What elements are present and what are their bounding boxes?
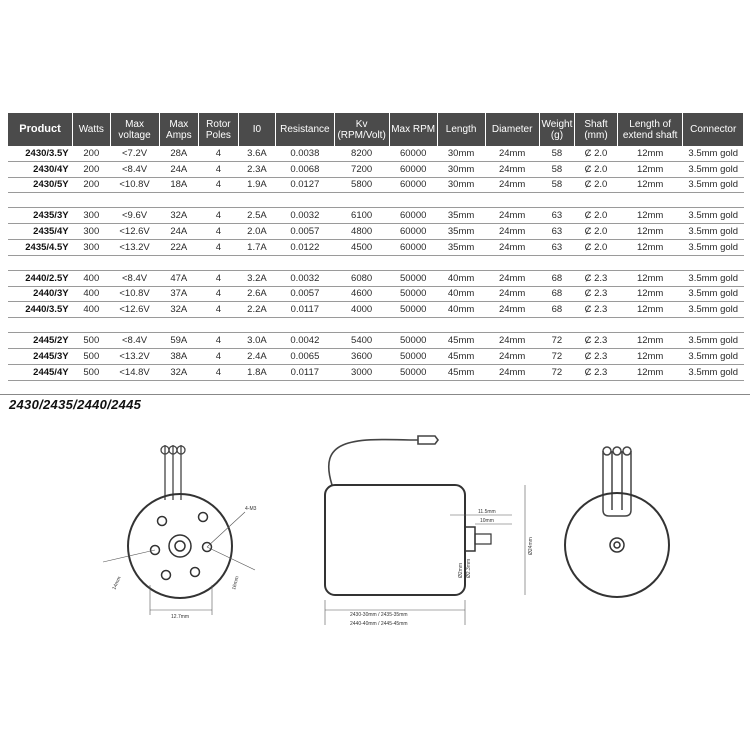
rear-hub-outer	[610, 538, 624, 552]
table-cell: Ȼ 2.0	[575, 146, 618, 161]
table-cell: 0.0117	[276, 364, 334, 380]
table-cell: 2.0A	[238, 224, 276, 240]
table-cell: 3.5mm gold	[683, 364, 744, 380]
product-cell: 2430/3.5Y	[8, 146, 73, 161]
table-cell: 200	[73, 146, 111, 161]
table-cell: 4	[199, 224, 239, 240]
column-header: Weight (g)	[539, 113, 574, 146]
table-cell: 3.5mm gold	[683, 270, 744, 286]
table-cell: 4	[199, 239, 239, 255]
column-header: Length of extend shaft	[617, 113, 683, 146]
table-cell: 3.6A	[238, 146, 276, 161]
table-cell: <10.8V	[110, 286, 159, 302]
table-cell: 3.5mm gold	[683, 224, 744, 240]
table-row	[8, 146, 744, 161]
column-header: I0	[238, 113, 276, 146]
side-wire	[329, 440, 418, 485]
table-cell: <8.4V	[110, 270, 159, 286]
table-cell: 58	[539, 177, 574, 193]
table-cell: 3000	[334, 364, 389, 380]
table-cell: 72	[539, 348, 574, 364]
table-cell: 45mm	[437, 364, 485, 380]
side-label-shaft-b: Ø2.3mm	[466, 558, 472, 578]
table-cell: 500	[73, 348, 111, 364]
table-cell: 2.6A	[238, 286, 276, 302]
front-hole-5	[162, 571, 171, 580]
side-label-len-a: 2430-30mm / 2435-35mm	[350, 612, 408, 618]
table-cell: 38A	[159, 348, 199, 364]
table-cell: 1.8A	[238, 364, 276, 380]
table-cell: 12mm	[617, 333, 683, 349]
table-cell: 200	[73, 177, 111, 193]
side-label-115: 11.5mm	[478, 509, 496, 515]
table-cell: Ȼ 2.0	[575, 161, 618, 177]
rear-wire-bundle	[603, 451, 631, 516]
table-cell: 45mm	[437, 348, 485, 364]
front-dim-127-line	[150, 585, 212, 615]
table-cell: 2.2A	[238, 302, 276, 318]
table-cell: 24mm	[485, 239, 539, 255]
product-cell: 2435/4.5Y	[8, 239, 73, 255]
table-cell: 3.5mm gold	[683, 302, 744, 318]
group-spacer-row	[8, 318, 744, 333]
table-cell: 12mm	[617, 224, 683, 240]
table-cell: 4000	[334, 302, 389, 318]
product-cell: 2435/4Y	[8, 224, 73, 240]
table-cell: Ȼ 2.0	[575, 224, 618, 240]
product-cell: 2430/5Y	[8, 177, 73, 193]
table-row	[8, 364, 744, 380]
table-cell: 68	[539, 270, 574, 286]
table-cell: 200	[73, 161, 111, 177]
table-cell: 4	[199, 208, 239, 224]
product-cell: 2445/3Y	[8, 348, 73, 364]
table-cell: 4500	[334, 239, 389, 255]
table-cell: 35mm	[437, 224, 485, 240]
table-cell: 45mm	[437, 333, 485, 349]
front-hole-2	[199, 513, 208, 522]
table-cell: Ȼ 2.0	[575, 239, 618, 255]
drawings-title: 2430/2435/2440/2445	[9, 397, 142, 412]
table-cell: 4	[199, 177, 239, 193]
table-cell: 4	[199, 364, 239, 380]
table-cell: 24mm	[485, 333, 539, 349]
front-label-16: 16mm	[231, 575, 241, 591]
group-spacer-cell	[8, 193, 744, 208]
front-hole-6	[191, 568, 200, 577]
table-cell: 47A	[159, 270, 199, 286]
table-cell: 22A	[159, 239, 199, 255]
table-cell: 8200	[334, 146, 389, 161]
table-cell: 30mm	[437, 161, 485, 177]
table-cell: 24mm	[485, 270, 539, 286]
table-cell: 28A	[159, 146, 199, 161]
table-cell: 24mm	[485, 161, 539, 177]
table-cell: 68	[539, 302, 574, 318]
table-cell: 72	[539, 364, 574, 380]
table-cell: 60000	[389, 208, 437, 224]
table-cell: 24mm	[485, 348, 539, 364]
table-cell: 50000	[389, 348, 437, 364]
table-cell: 12mm	[617, 302, 683, 318]
table-cell: 0.0127	[276, 177, 334, 193]
table-cell: Ȼ 2.3	[575, 302, 618, 318]
table-cell: <7.2V	[110, 146, 159, 161]
column-header: Resistance	[276, 113, 334, 146]
table-cell: 12mm	[617, 177, 683, 193]
front-label-14: 14mm	[111, 575, 123, 591]
table-row	[8, 177, 744, 193]
table-cell: 3.5mm gold	[683, 333, 744, 349]
table-cell: 24mm	[485, 146, 539, 161]
table-cell: 4	[199, 146, 239, 161]
table-cell: 30mm	[437, 177, 485, 193]
table-cell: 12mm	[617, 270, 683, 286]
table-cell: 58	[539, 146, 574, 161]
table-cell: 4	[199, 348, 239, 364]
table-cell: 12mm	[617, 161, 683, 177]
table-cell: 0.0117	[276, 302, 334, 318]
table-cell: 50000	[389, 302, 437, 318]
table-cell: <14.8V	[110, 364, 159, 380]
group-spacer-cell	[8, 255, 744, 270]
table-cell: Ȼ 2.3	[575, 348, 618, 364]
rear-wire-inner	[612, 451, 622, 510]
table-cell: 4	[199, 286, 239, 302]
product-cell: 2445/2Y	[8, 333, 73, 349]
table-cell: Ȼ 2.0	[575, 208, 618, 224]
table-cell: 3.5mm gold	[683, 239, 744, 255]
table-cell: Ȼ 2.3	[575, 333, 618, 349]
front-housing-circle	[128, 494, 232, 598]
table-cell: 0.0122	[276, 239, 334, 255]
table-row	[8, 239, 744, 255]
table-row	[8, 161, 744, 177]
table-row	[8, 348, 744, 364]
table-cell: 0.0032	[276, 270, 334, 286]
table-cell: 24mm	[485, 224, 539, 240]
table-row	[8, 208, 744, 224]
front-label-screw: 4-M3	[245, 506, 257, 512]
table-cell: 4	[199, 302, 239, 318]
table-cell: 2.4A	[238, 348, 276, 364]
table-cell: 6100	[334, 208, 389, 224]
table-cell: 63	[539, 224, 574, 240]
table-cell: 72	[539, 333, 574, 349]
table-cell: 60000	[389, 161, 437, 177]
front-hub-inner	[175, 541, 185, 551]
table-cell: 3.5mm gold	[683, 146, 744, 161]
group-spacer-row	[8, 255, 744, 270]
product-cell: 2440/3.5Y	[8, 302, 73, 318]
table-cell: 24mm	[485, 302, 539, 318]
table-cell: <12.6V	[110, 302, 159, 318]
table-cell: 24mm	[485, 208, 539, 224]
table-cell: <13.2V	[110, 348, 159, 364]
column-header: Kv (RPM/Volt)	[334, 113, 389, 146]
front-leader-screw	[207, 512, 245, 547]
table-cell: 60000	[389, 224, 437, 240]
table-cell: 1.9A	[238, 177, 276, 193]
table-cell: 500	[73, 364, 111, 380]
table-cell: <13.2V	[110, 239, 159, 255]
table-cell: <8.4V	[110, 333, 159, 349]
table-cell: 300	[73, 208, 111, 224]
table-row	[8, 270, 744, 286]
column-header: Max Amps	[159, 113, 199, 146]
side-label-shaft-a: Ø2mm	[458, 563, 464, 578]
table-cell: 68	[539, 286, 574, 302]
table-cell: 0.0057	[276, 286, 334, 302]
table-cell: 500	[73, 333, 111, 349]
table-cell: Ȼ 2.0	[575, 177, 618, 193]
table-cell: 12mm	[617, 208, 683, 224]
table-row	[8, 302, 744, 318]
table-cell: Ȼ 2.3	[575, 364, 618, 380]
column-header: Diameter	[485, 113, 539, 146]
table-cell: 400	[73, 286, 111, 302]
column-header: Connector	[683, 113, 744, 146]
table-cell: 2.5A	[238, 208, 276, 224]
table-cell: 3.0A	[238, 333, 276, 349]
table-cell: 3.5mm gold	[683, 348, 744, 364]
side-label-dia: Ø24mm	[528, 537, 534, 555]
table-cell: 0.0057	[276, 224, 334, 240]
product-cell: 2440/3Y	[8, 286, 73, 302]
table-cell: 60000	[389, 239, 437, 255]
rear-view-drawing	[555, 430, 695, 610]
table-cell: 12mm	[617, 239, 683, 255]
table-cell: 40mm	[437, 302, 485, 318]
rear-housing-circle	[565, 493, 669, 597]
table-cell: 5400	[334, 333, 389, 349]
rear-wire-end-1	[603, 447, 611, 455]
table-cell: 3.5mm gold	[683, 161, 744, 177]
table-cell: 35mm	[437, 208, 485, 224]
rear-wire-end-3	[623, 447, 631, 455]
table-cell: 0.0065	[276, 348, 334, 364]
side-label-10: 10mm	[480, 518, 494, 524]
table-cell: 4600	[334, 286, 389, 302]
side-shaft	[475, 534, 491, 544]
group-spacer-cell	[8, 318, 744, 333]
table-row	[8, 224, 744, 240]
side-view-drawing	[290, 430, 550, 640]
table-cell: 24mm	[485, 286, 539, 302]
side-motor-body	[325, 485, 465, 595]
table-cell: 60000	[389, 146, 437, 161]
table-cell: <9.6V	[110, 208, 159, 224]
table-cell: 32A	[159, 208, 199, 224]
column-header: Rotor Poles	[199, 113, 239, 146]
product-cell: 2435/3Y	[8, 208, 73, 224]
table-cell: 7200	[334, 161, 389, 177]
side-label-len-b: 2440-40mm / 2445-45mm	[350, 621, 408, 627]
column-header: Shaft (mm)	[575, 113, 618, 146]
table-cell: 24mm	[485, 177, 539, 193]
table-cell: 37A	[159, 286, 199, 302]
table-cell: 18A	[159, 177, 199, 193]
table-cell: 1.7A	[238, 239, 276, 255]
table-cell: 3600	[334, 348, 389, 364]
front-label-127: 12.7mm	[171, 614, 190, 620]
column-header: Max voltage	[110, 113, 159, 146]
table-cell: 0.0032	[276, 208, 334, 224]
front-view-drawing	[95, 430, 285, 630]
table-cell: 32A	[159, 364, 199, 380]
table-cell: <8.4V	[110, 161, 159, 177]
section-divider	[0, 394, 750, 395]
side-shaft-flange	[465, 527, 475, 551]
table-cell: 3.5mm gold	[683, 208, 744, 224]
product-cell: 2445/4Y	[8, 364, 73, 380]
table-cell: 32A	[159, 302, 199, 318]
table-cell: <12.6V	[110, 224, 159, 240]
column-header: Watts	[73, 113, 111, 146]
table-cell: 4	[199, 333, 239, 349]
spec-table	[8, 113, 744, 381]
table-cell: 24A	[159, 161, 199, 177]
table-cell: 0.0038	[276, 146, 334, 161]
table-cell: 400	[73, 302, 111, 318]
table-cell: 30mm	[437, 146, 485, 161]
table-cell: 300	[73, 224, 111, 240]
product-cell: 2430/4Y	[8, 161, 73, 177]
table-cell: Ȼ 2.3	[575, 286, 618, 302]
column-header: Product	[8, 113, 73, 146]
table-cell: 60000	[389, 177, 437, 193]
table-row	[8, 333, 744, 349]
product-cell: 2440/2.5Y	[8, 270, 73, 286]
table-cell: 12mm	[617, 364, 683, 380]
table-cell: 50000	[389, 270, 437, 286]
table-cell: 3.5mm gold	[683, 177, 744, 193]
table-cell: 400	[73, 270, 111, 286]
table-cell: 4800	[334, 224, 389, 240]
table-cell: 58	[539, 161, 574, 177]
table-cell: 35mm	[437, 239, 485, 255]
front-hole-1	[158, 517, 167, 526]
table-cell: 2.3A	[238, 161, 276, 177]
table-cell: 4	[199, 270, 239, 286]
table-cell: 24A	[159, 224, 199, 240]
table-cell: 50000	[389, 286, 437, 302]
side-connector	[418, 436, 438, 444]
column-header: Max RPM	[389, 113, 437, 146]
table-cell: 12mm	[617, 146, 683, 161]
table-cell: 12mm	[617, 286, 683, 302]
table-row	[8, 286, 744, 302]
table-cell: 63	[539, 208, 574, 224]
table-cell: 0.0068	[276, 161, 334, 177]
table-cell: 5800	[334, 177, 389, 193]
front-hub-outer	[169, 535, 191, 557]
table-cell: <10.8V	[110, 177, 159, 193]
table-cell: 40mm	[437, 286, 485, 302]
rear-hub-inner	[614, 542, 620, 548]
table-cell: 300	[73, 239, 111, 255]
table-cell: 50000	[389, 364, 437, 380]
table-cell: 0.0042	[276, 333, 334, 349]
table-cell: 50000	[389, 333, 437, 349]
column-header: Length	[437, 113, 485, 146]
table-cell: 24mm	[485, 364, 539, 380]
table-cell: 4	[199, 161, 239, 177]
table-cell: 59A	[159, 333, 199, 349]
group-spacer-row	[8, 193, 744, 208]
table-header-row	[8, 113, 744, 146]
table-cell: 40mm	[437, 270, 485, 286]
table-cell: Ȼ 2.3	[575, 270, 618, 286]
table-cell: 12mm	[617, 348, 683, 364]
table-cell: 3.5mm gold	[683, 286, 744, 302]
table-cell: 63	[539, 239, 574, 255]
rear-wire-end-2	[613, 447, 621, 455]
table-cell: 3.2A	[238, 270, 276, 286]
table-cell: 6080	[334, 270, 389, 286]
